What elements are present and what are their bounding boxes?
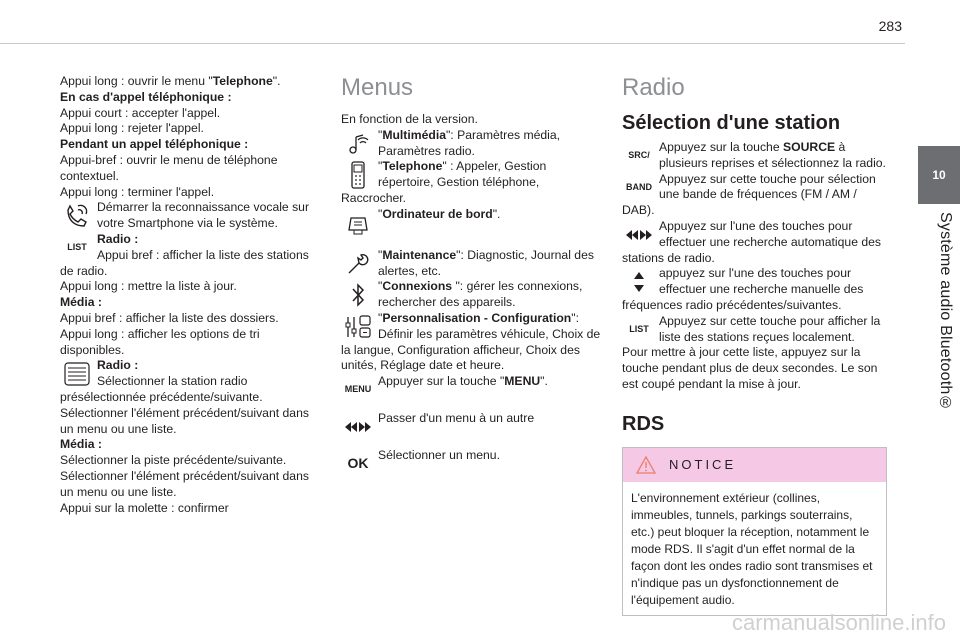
text-bold: Radio : (97, 358, 139, 373)
band-text: Appuyez sur cette touche pour sélection une bande de fréquences (FM / AM / DAB). (622, 171, 876, 218)
end-call: Appui long : terminer l'appel. (60, 184, 215, 199)
notice-body: L'environnement extérieur (collines, immeubles, tunnels, parkings souterrains, etc.) peut bloquer la réception, notamment le mode RDS. Il s'agit d'un effet normal de la façon dont les ondes radio sont transmises et n'indique pas un dysfonctionnement de l'équipement audio. (631, 490, 873, 607)
multimedia-icon (341, 129, 375, 159)
text: à plusieurs reprises et sélectionnez la radio. (659, 140, 886, 170)
menu-connections (341, 279, 603, 311)
text: ": Paramètres média, Paramètres radio. (378, 127, 561, 158)
text: ": Définir les paramètres véhicule, Choix de la langue, Configuration afficheur, Choix des unités, Réglage date et heure. (341, 310, 601, 373)
wheel-radio-text: Sélectionner la station radio présélectionnée précédente/suivante. (60, 374, 263, 404)
list-button-icon: LIST (629, 323, 649, 334)
menu-button-text (341, 374, 603, 390)
text: ". (492, 206, 501, 221)
menu-button-icon: MENU (344, 384, 372, 395)
thumbwheel-icon (60, 359, 94, 389)
telephone-icon (341, 160, 375, 190)
auto-search-text: Appuyez sur l'une des touches pour effectuer une recherche automatique des stations de radio. (622, 218, 882, 265)
band-button-icon: BAND (626, 181, 652, 192)
list-icon: LIST (67, 242, 87, 253)
text-bold: Telephone (212, 74, 273, 88)
text: " : Appeler, Gestion répertoire, Gestion téléphone, Raccrocher. (341, 159, 547, 205)
manual-search-text: appuyez sur l'une des touches pour effectuer une recherche manuelle des fréquences radio précédentes/suivantes. (622, 266, 864, 312)
menus-heading: Menus (341, 74, 414, 101)
trip-computer-icon (341, 208, 375, 238)
list-media-heading (60, 295, 310, 311)
station-list-text: Appuyez sur cette touche pour afficher la liste des stations reçues localement. (659, 313, 881, 344)
wheel-menu-text-2: Sélectionner l'élément précédent/suivant dans un menu ou une liste. (60, 468, 309, 499)
list-long-press: Appui long : mettre la liste à jour. (60, 279, 237, 294)
phone-long-press (60, 74, 310, 90)
list-media-short: Appui bref : afficher la liste des dossiers. (60, 310, 279, 325)
left-column (60, 74, 310, 516)
left-right-arrows-icon (341, 412, 375, 442)
voice-text: Démarrer la reconnaissance vocale sur votre Smartphone via le système. (97, 200, 310, 231)
text: " (378, 206, 383, 221)
text: " (378, 159, 383, 174)
rds-heading: RDS (622, 412, 665, 435)
wheel-confirm: Appui sur la molette : confirmer (60, 500, 229, 515)
wheel-radio-heading (60, 358, 310, 374)
chapter-tab[interactable]: 10 (918, 146, 960, 204)
text: " (378, 310, 383, 325)
long-press-reject: Appui long : rejeter l'appel. (60, 121, 204, 136)
text: ": Diagnostic, Journal des alertes, etc. (378, 247, 594, 278)
text-bold: Média : (60, 295, 102, 310)
voice-command-icon (60, 201, 94, 231)
wheel-menu-text: Sélectionner l'élément précédent/suivant dans un menu ou une liste. (60, 405, 309, 436)
text: " (378, 279, 383, 294)
text-bold: Connexions (382, 279, 456, 294)
text: ". (540, 374, 548, 389)
text: " (378, 127, 383, 142)
settings-icon (341, 312, 375, 342)
switch-menu-text: Passer d'un menu à un autre (378, 411, 535, 426)
radio-heading: Radio (622, 74, 685, 101)
bluetooth-icon (341, 280, 375, 310)
notice-header (623, 448, 886, 482)
during-call-heading (60, 137, 310, 153)
menu-maintenance (341, 248, 603, 280)
text: " (378, 247, 383, 262)
menu-personalisation (341, 311, 603, 374)
text-bold: Multimédia (382, 127, 446, 142)
list-radio-text: Appui bref : afficher la liste des stations de radio. (60, 247, 309, 278)
ok-button-icon: OK (347, 455, 369, 472)
text: ": gérer les connexions, rechercher des appareils. (378, 279, 583, 310)
notice-title: NOTICE (669, 456, 737, 472)
text-bold: MENU (504, 374, 541, 389)
source-button-icon: SRC/ (628, 150, 650, 161)
notice-box (622, 447, 887, 616)
right-column (622, 74, 886, 616)
watermark: carmanualsonline.info (731, 610, 946, 635)
text: Appuyez sur la touche (659, 140, 783, 154)
incoming-call-heading (60, 90, 310, 106)
menu-trip-computer (341, 207, 603, 223)
text-bold: Personnalisation - Configuration (382, 310, 572, 325)
version-note: En fonction de la version. (341, 112, 478, 126)
list-media-long: Appui long : afficher les options de tri disponibles. (60, 326, 260, 357)
wrench-icon (341, 249, 375, 279)
select-menu-text: Sélectionner un menu. (378, 448, 500, 463)
seek-arrows-icon (622, 220, 656, 250)
warning-icon (635, 455, 657, 475)
short-press-accept: Appui court : accepter l'appel. (60, 105, 221, 120)
menu-multimedia (341, 128, 603, 160)
page-number: 283 (878, 18, 902, 34)
wheel-media-heading (60, 437, 310, 453)
text: Appuyer sur la touche " (378, 374, 505, 389)
update-list-text: Pour mettre à jour cette liste, appuyez sur la touche pendant plus de deux secondes. Le son est coupé pendant la mise à jour. (622, 345, 878, 391)
source-text (622, 140, 886, 172)
middle-column (341, 74, 603, 479)
menu-telephone (341, 159, 603, 206)
text-bold: En cas d'appel téléphonique : (60, 89, 232, 104)
contextual-menu: Appui-bref : ouvrir le menu de téléphone contextuel. (60, 152, 278, 183)
header-rule (0, 43, 905, 44)
text-bold: Ordinateur de bord (382, 206, 493, 221)
text-bold: Média : (60, 437, 102, 452)
text-bold: Telephone (382, 159, 443, 174)
station-selection-heading: Sélection d'une station (622, 112, 841, 134)
text-bold: Radio : (97, 231, 139, 246)
up-down-arrows-icon (622, 267, 656, 297)
chapter-title: Système audio Bluetooth® (937, 212, 954, 412)
text-bold: Pendant un appel téléphonique : (60, 137, 249, 152)
list-radio-heading (60, 232, 310, 248)
text: Appui long : ouvrir le menu " (60, 74, 213, 88)
text-bold: SOURCE (782, 140, 836, 154)
text-bold: Maintenance (382, 247, 457, 262)
text: ". (272, 74, 281, 88)
wheel-media-text: Sélectionner la piste précédente/suivante. (60, 453, 287, 468)
